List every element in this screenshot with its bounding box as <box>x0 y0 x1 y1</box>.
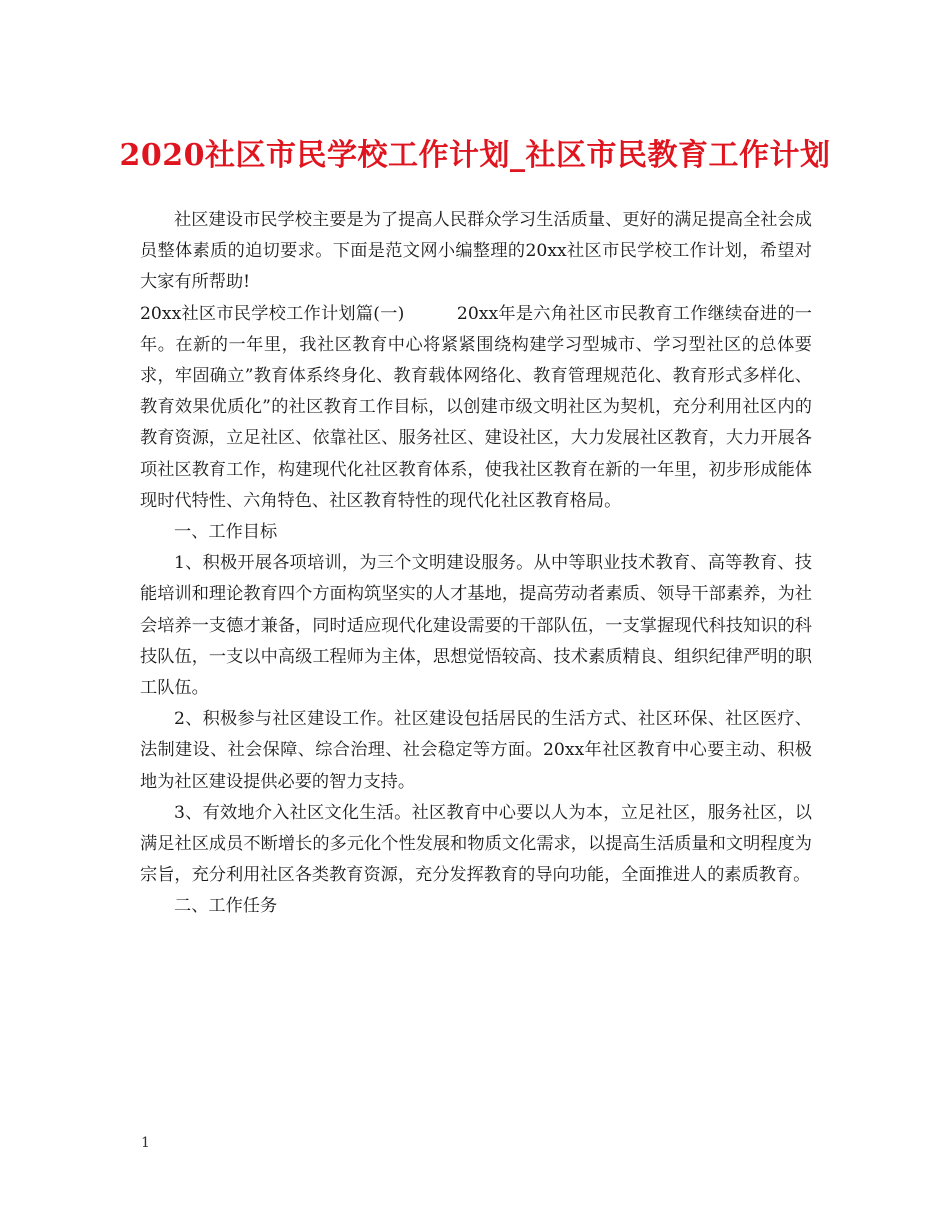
goal-item-2: 2、积极参与社区建设工作。社区建设包括居民的生活方式、社区环保、社区医疗、法制建设、社会保障、综合治理、社会稳定等方面。20xx年社区教育中心要主动、积极地为社区建设提供必要的智力支持。 <box>140 709 812 792</box>
goal-item-1: 1、积极开展各项培训，为三个文明建设服务。从中等职业技术教育、高等教育、技能培训和理论教育四个方面构筑坚实的人才基地，提高劳动者素质、领导干部素养，为社会培养一支德才兼备，同时适应现代化建设需要的干部队伍，一支掌握现代科技知识的科技队伍，一支以中高级工程师为主体，思想觉悟较高、技术素质精良、组织纪律严明的职工队伍。 <box>140 553 812 699</box>
plan-section-paragraph: 20xx社区市民学校工作计划篇(一) 20xx年是六角社区市民教育工作继续奋进的一年。在新的一年里，我社区教育中心将紧紧围绕构建学习型城市、学习型社区的总体要求，牢固确立”教育体系终身化、教育载体网络化、教育管理规范化、教育形式多样化、教育效果优质化”的社区教育工作目标，以创建市级文明社区为契机，充分利用社区内的教育资源，立足社区、依靠社区、服务社区、建设社区，大力发展社区教育，大力开展各项社区教育工作，构建现代化社区教育体系，使我社区教育在新的一年里，初步形成能体现时代特性、六角特色、社区教育特性的现代化社区教育格局。 <box>140 303 812 511</box>
intro-paragraph: 社区建设市民学校主要是为了提高人民群众学习生活质量、更好的满足提高全社会成员整体素质的迫切要求。下面是范文网小编整理的20xx社区市民学校工作计划，希望对大家有所帮助! <box>140 210 812 293</box>
section-heading-goals: 一、工作目标 <box>174 522 278 543</box>
section-heading-tasks: 二、工作任务 <box>174 896 278 917</box>
document-title: 2020社区市民学校工作计划_社区市民教育工作计划 <box>119 138 831 173</box>
page-number: 1 <box>141 1135 150 1151</box>
goal-item-3: 3、有效地介入社区文化生活。社区教育中心要以人为本，立足社区，服务社区，以满足社区成员不断增长的多元化个性发展和物质文化需求，以提高生活质量和文明程度为宗旨，充分利用社区各类教育资源，充分发挥教育的导向功能，全面推进人的素质教育。 <box>140 802 812 886</box>
document-body <box>140 205 812 923</box>
